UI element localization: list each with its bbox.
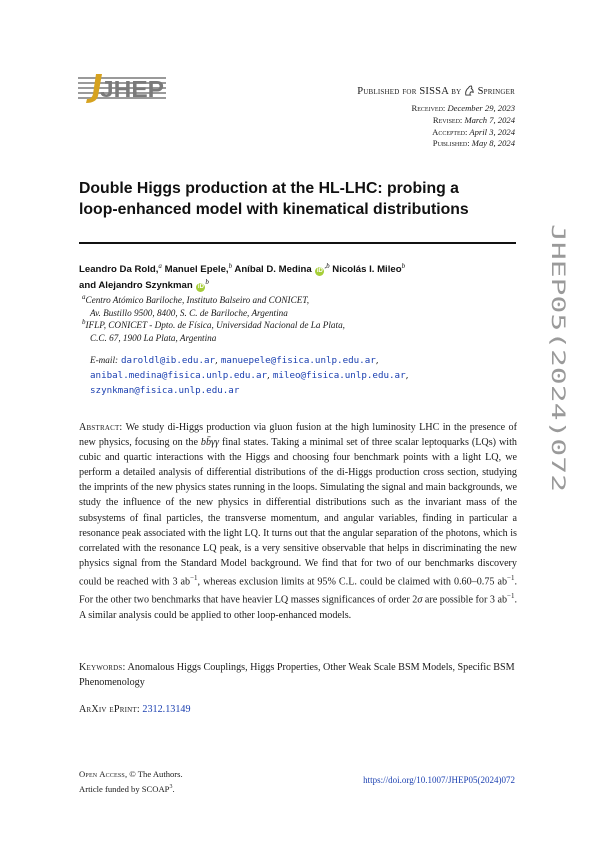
author-list: Leandro Da Rold,$^a$ Manuel Epele,$^b$ Aníbal D. Medina $iD^{,b}$ Nicolás I. Mileo$^b$ and Alejandro Szynkman $iD^b$ — [79, 261, 406, 291]
author-4: Nicolás I. Mileo — [332, 264, 402, 275]
email-block: E-mail: daroldl@ib.edu.ar, manuepele@fisica.unlp.edu.ar, anibal.medina@fisica.unlp.edu.ar, mileo@fisica.unlp.edu.ar, szynkman@fisica.unlp.edu.ar — [90, 355, 409, 396]
abstract-label: Abstract: — [79, 422, 123, 433]
orcid-icon[interactable]: iD — [197, 283, 204, 290]
author-3: Aníbal D. Medina — [234, 264, 312, 275]
affiliation-a: $^a$Centro Atómico Bariloche, Instituto Balseiro and CONICET, — [82, 292, 310, 305]
arxiv-link[interactable]: 2312.13149 — [142, 704, 191, 715]
email-link-1[interactable]: daroldl@ib.edu.ar — [121, 355, 216, 366]
open-access-label: Open Access — [79, 769, 125, 779]
date-received: Received: December 29, 2023 — [411, 103, 515, 113]
arxiv-label: ArXiv ePrint: — [79, 704, 140, 715]
abstract: Abstract: We study di-Higgs production via gluon fusion at the high luminosity LHC in the presence of new physics, focusing on the bb̄γγ final states. Taking a minimal set of three scalar leptoquarks (LQs) with cubic and quartic interactions with the Higgs and choosing four benchmark points with a light LQ, we perform a detailed analysis of differential distributions of the di-Higgs production cross section, studying the imprints of the new physics states running in the loops. Simulating the signal and main backgrounds, we study the influence of the new physics in differential distributions such as the invariant mass of the subsystems of final particles, the transverse momentum, and angular variables, finding in particular a resonance peak associated with the light LQ. It turns out that the angular separation of the photons, which is correlated with the resonance LQ peak, is a very sensitive observable that helps in discriminating the new physics signal from the Standard Model background. We find that for two of our benchmarks discovery could be reached with 3 $ab^{-1}$, whereas exclusion limits at 95% C.L. could be claimed with 0.60–0.75 $ab^{-1}$. For the other two benchmarks that have heavier LQ masses significances of order 2σ are possible for 3 $ab^{-1}$. A similar analysis could be applied to other loop-enhanced models. — [79, 422, 518, 621]
springer-horse-icon — [464, 85, 475, 96]
email-link-4[interactable]: mileo@fisica.unlp.edu.ar — [272, 370, 406, 381]
side-identifier — [543, 224, 575, 494]
keywords-label: Keywords: — [79, 662, 126, 673]
logo-text: JHEP — [100, 76, 164, 102]
affiliations — [82, 294, 519, 344]
email-link-3[interactable]: anibal.medina@fisica.unlp.edu.ar — [90, 370, 268, 381]
doi-link[interactable]: https://doi.org/10.1007/JHEP05(2024)072 — [363, 775, 515, 785]
paper-title — [79, 178, 519, 220]
author-1: Leandro Da Rold, — [79, 264, 159, 275]
email-label: E-mail: — [90, 355, 119, 365]
keywords-text: Anomalous Higgs Couplings, Higgs Properties, Other Weak Scale BSM Models, Specific BSM Phenomenology — [79, 662, 515, 688]
keywords — [79, 660, 517, 690]
side-identifier-text: JHEP05(2024)072 — [547, 224, 569, 396]
affiliation-a-address: Av. Bustillo 9500, 8400, S. C. de Bariloche, Argentina — [90, 307, 288, 318]
affiliation-b-address: C.C. 67, 1900 La Plata, Argentina — [90, 332, 217, 343]
title-rule — [79, 242, 516, 244]
arxiv-eprint — [79, 704, 191, 715]
published-for-text: Published for SISSA by — [357, 86, 462, 97]
date-accepted: Accepted: April 3, 2024 — [432, 126, 515, 137]
author-5: Alejandro Szynkman — [98, 279, 193, 291]
date-published: Published: May 8, 2024 — [432, 138, 515, 149]
title-line-1: Double Higgs production at the HL-LHC: probing a — [79, 180, 459, 197]
email-link-2[interactable]: manuepele@fisica.unlp.edu.ar — [220, 355, 376, 366]
publisher-name: Springer — [477, 86, 515, 97]
published-for-line — [357, 85, 515, 97]
orcid-icon[interactable]: iD — [316, 268, 323, 274]
affiliation-b: $^b$IFLP, CONICET - Dpto. de Física, Universidad Nacional de La Plata, — [82, 318, 345, 331]
date-revised: Revised: March 7, 2024 — [432, 114, 515, 125]
author-2: Manuel Epele, — [164, 264, 229, 275]
and-text: and — [79, 279, 97, 291]
open-access-notice: Open Access, © The Authors. Article funded by SCOAP$^3$. — [79, 769, 183, 795]
title-line-2: loop-enhanced model with kinematical distributions — [79, 201, 469, 218]
email-link-5[interactable]: szynkman@fisica.unlp.edu.ar — [90, 385, 240, 396]
publication-dates — [412, 103, 515, 150]
jhep-logo — [78, 74, 166, 104]
